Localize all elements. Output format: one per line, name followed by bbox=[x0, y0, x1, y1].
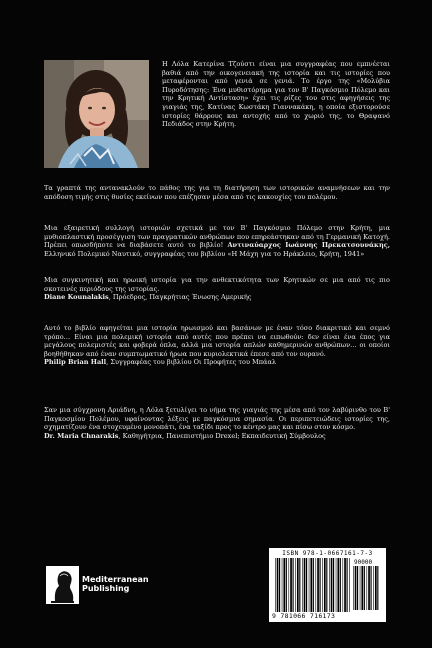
barcode-bar bbox=[331, 558, 333, 612]
barcode-bar bbox=[279, 558, 280, 612]
barcode-bar bbox=[283, 558, 285, 612]
barcode-bar bbox=[364, 566, 365, 610]
intro-paragraph: Τα γραπτά της αντανακλούν το πάθος της για τη διατήρηση των ιστορικών αναμνήσεων και την απόδοση τιμής στις θυσίες εκείνων που επέζησαν μέσα από τις κακουχίες του πολέμου. bbox=[44, 184, 390, 201]
review-4-author: Dr. Maria Chnarakis bbox=[44, 431, 119, 440]
author-photo bbox=[44, 60, 149, 168]
barcode-bar bbox=[302, 558, 303, 612]
author-bio: Η Λόλα Κατερίνα Τζούστι είναι μια συγγραφέας που εμπνέεται βαθιά από την οικογενειακή της ιστορία και τις ιστορίες που μεταφέρονται από γενιά σε γενιά. Το έργο της «Μολύβια Πυροδότησης: Ένα μυθιστόρημα για τον Β' Παγκόσμιο Πόλεμο και την Κρητική Αντίσταση» έχει τις ρίζες του στις αφηγήσεις της γιαγιάς της, Κατίνας Κωστάκη Γιαννακάκη, η οποία εξιστορούσε ιστορίες θάρρους και αντοχής από το χωριό της, το Θραψανό Πεδιάδος στην Κρήτη. bbox=[162, 60, 390, 129]
author-portrait-image bbox=[44, 60, 149, 168]
barcode-bar bbox=[326, 558, 327, 612]
barcode-bar bbox=[282, 558, 283, 612]
barcode-bar bbox=[299, 558, 300, 612]
barcode-bar bbox=[309, 558, 310, 612]
barcode-bar bbox=[340, 558, 341, 612]
barcode-bar bbox=[316, 558, 317, 612]
review-3-author: Philip Brian Hall bbox=[44, 358, 107, 367]
review-2-text: Μια συγκινητική και ηρωική ιστορία για την ανθεκτικότητα των Κρητικών σε μια από τις πιο σκοτεινές περιόδους της ιστορίας. bbox=[44, 276, 390, 293]
review-2-role: , Πρόεδρος, Παγκρήτιας Ένωσης Αμερικής bbox=[108, 293, 252, 302]
ean-barcode-bars bbox=[275, 558, 351, 612]
barcode-bar bbox=[277, 558, 279, 612]
review-4-text: Σαν μια σύγχρονη Αριάδνη, η Λόλα ξετυλίγει το νήμα της γιαγιάς της μέσα από τον λαβύρινθο του Β' Παγκοσμίου Πολέμου, υφαίνοντας λέξεις με παγκόσμια σημασία. Οι περιπετειώδεις ιστορίες της, σχηματίζουν ένα στοχευμένο μονοπάτι, ένα ταξίδι προς το κέντρο μας και πίσω στον κόσμο. bbox=[44, 406, 390, 432]
price-addon-bars bbox=[353, 566, 381, 610]
price-code: 90000 bbox=[354, 559, 373, 566]
review-3-role: , Συγγραφέας του βιβλίου Οι Προφήτες του Μπάαλ bbox=[106, 358, 277, 367]
barcode-bar bbox=[297, 558, 299, 612]
review-1-role: Ελληνικό Πολεμικό Ναυτικό, συγγραφέας του βιβλίου «Η Μάχη για το Ηράκλειο, Κρήτη, 1941» bbox=[44, 249, 365, 258]
barcode-bar bbox=[333, 558, 334, 612]
barcode-bar bbox=[289, 558, 290, 612]
review-2 bbox=[44, 276, 390, 302]
barcode-digits: 9 781066 716173 bbox=[272, 612, 336, 620]
barcode-bar bbox=[304, 558, 306, 612]
barcode-bar bbox=[344, 558, 346, 612]
barcode-bar bbox=[357, 566, 358, 610]
publisher-logo bbox=[46, 566, 79, 604]
barcode-bar bbox=[377, 566, 378, 610]
barcode-bar bbox=[320, 558, 321, 612]
isbn-text: ISBN 978-1-0667161-7-3 bbox=[282, 550, 373, 557]
barcode-bar bbox=[371, 566, 372, 610]
publisher-name bbox=[82, 575, 149, 593]
review-4-role: , Καθηγήτρια, Πανεπιστήμιο Drexel; Εκπαιδευτική Σύμβουλος bbox=[118, 431, 326, 440]
barcode-bar bbox=[313, 558, 314, 612]
publisher-name-line2: Publishing bbox=[82, 584, 130, 593]
barcode-bar bbox=[310, 558, 312, 612]
barcode-bar bbox=[368, 566, 370, 610]
barcode-bar bbox=[373, 566, 374, 610]
barcode-bar bbox=[290, 558, 292, 612]
publisher-name-line1: Mediterranean bbox=[82, 575, 149, 584]
barcode-bar bbox=[317, 558, 319, 612]
barcode-bar bbox=[343, 558, 344, 612]
barcode-bar bbox=[337, 558, 339, 612]
barcode-bar bbox=[275, 558, 276, 612]
barcode-bar bbox=[295, 558, 296, 612]
barcode-bar bbox=[324, 558, 326, 612]
barcode-bar bbox=[329, 558, 330, 612]
review-1-text: Μια εξαιρετική συλλογή ιστοριών σχετικά με τον Β' Παγκόσμιο Πόλεμο στην Κρήτη, μια μυθιοπλαστική προσέγγιση των πραγματικών ανθρώπων που επηρεάστηκαν από τη Γερμανική Κατοχή. Πρέπει οπωσδήποτε να διαβάσετε αυτό το βιβλίο! bbox=[44, 224, 390, 250]
review-1-author: Αντιναύαρχος Ιωάννης Πρεκατσουνάκης, bbox=[227, 241, 390, 250]
isbn-barcode bbox=[269, 548, 386, 622]
review-4 bbox=[44, 406, 390, 440]
barcode-bar bbox=[355, 566, 357, 610]
barcode-bar bbox=[361, 566, 363, 610]
barcode-bar bbox=[360, 566, 361, 610]
barcode-bar bbox=[349, 558, 350, 612]
review-3-text: Αυτό το βιβλίο αφηγείται μια ιστορία ηρωισμού και βασάνων με έναν τόσο διακριτικό και σεμνό τρόπο… Είναι μια πολεμική ιστορία από αυτές που πρέπει να ειπωθούν: δεν είναι ένα έπος για μεγάλους πολεμιστές και φοβερά όπλα, αλλά μια ιστορία απλών καθημερινών ανθρώπων… οι οποίοι βοηθήθηκαν από έναν συμπτωματικό ήρωα που κυριολεκτικά έπεσε από τον ουρανό. bbox=[44, 324, 390, 358]
review-2-author: Diane Kounalakis bbox=[44, 293, 109, 302]
barcode-bar bbox=[367, 566, 368, 610]
publisher-bust-icon bbox=[46, 566, 79, 604]
barcode-bar bbox=[306, 558, 307, 612]
review-1 bbox=[44, 224, 390, 258]
barcode-bar bbox=[322, 558, 323, 612]
barcode-bar bbox=[286, 558, 287, 612]
barcode-bar bbox=[353, 566, 354, 610]
barcode-bar bbox=[375, 566, 377, 610]
barcode-bar bbox=[336, 558, 337, 612]
review-3 bbox=[44, 324, 390, 367]
barcode-bar bbox=[293, 558, 294, 612]
barcode-bar bbox=[347, 558, 348, 612]
